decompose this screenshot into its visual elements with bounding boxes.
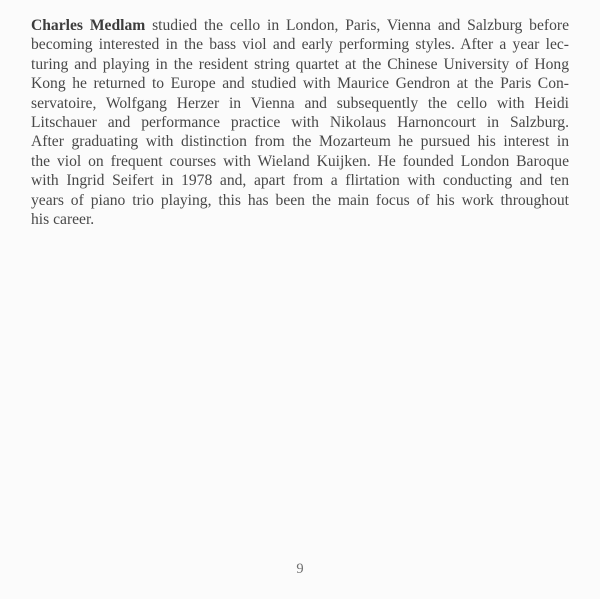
biography-line: servatoire, Wolfgang Herzer in Vienna and subsequently the cello with Heidi	[31, 94, 569, 112]
biography-line: becoming interested in the bass viol and early performing styles. After a year lec-	[31, 36, 569, 54]
biography-line: years of piano trio playing, this has been the main focus of his work throughout	[31, 191, 569, 209]
biography-line: Charles Medlam studied the cello in London, Paris, Vienna and Salzburg before	[31, 17, 569, 34]
biography-line: turing and playing in the resident string quartet at the Chinese University of Hong	[31, 55, 569, 73]
biography-line: the viol on frequent courses with Wieland Kuijken. He founded London Baroque	[31, 152, 569, 170]
biography-line: Litschauer and performance practice with Nikolaus Harnoncourt in Salzburg.	[31, 114, 569, 132]
biography-line: his career.	[31, 211, 95, 229]
person-name: Charles Medlam	[31, 17, 146, 34]
biography-paragraph	[31, 16, 569, 229]
page-number: 9	[296, 561, 304, 577]
biography-line: After graduating with distinction from the Mozarteum he pursued his interest in	[31, 133, 569, 151]
biography-line: Kong he returned to Europe and studied with Maurice Gendron at the Paris Con-	[31, 75, 569, 93]
biography-line: with Ingrid Seifert in 1978 and, apart from a flirtation with conducting and ten	[31, 172, 569, 190]
